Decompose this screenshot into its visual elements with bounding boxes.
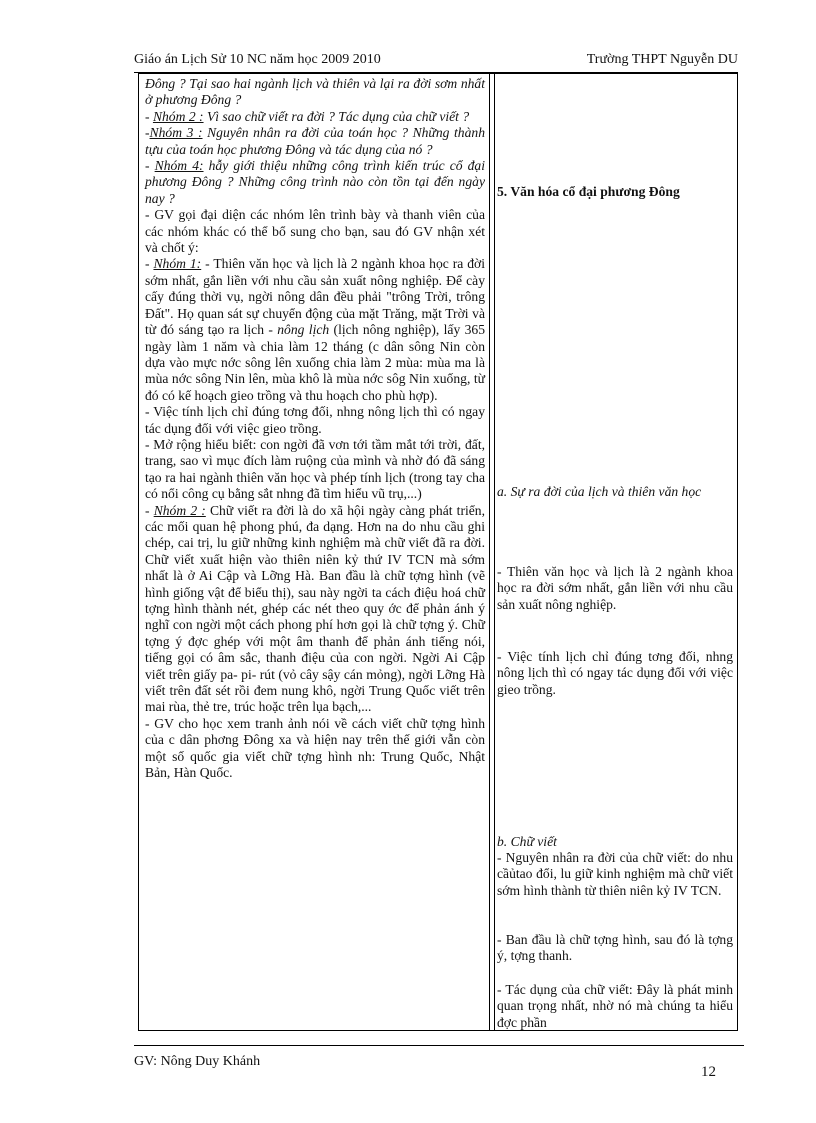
- activities-column: [145, 76, 485, 781]
- header-school-name: Trường THPT Nguyễn DU: [586, 52, 738, 67]
- teacher-instruction: - GV gọi đại diện các nhóm lên trình bày và thanh viên của các nhóm khác có thể bổ sung cho bạn, sau đó GV nhận xét và chốt ý:: [145, 207, 485, 256]
- writing-point-2: - Ban đầu là chữ tợng hình, sau đó là tợng ý, tợng thanh.: [497, 932, 733, 964]
- astronomy-point-1: - Thiên văn học và lịch là 2 ngành khoa học ra đời sớm nhất, gắn liền với nhu cầu sản xuất nông nghiệp.: [497, 564, 733, 612]
- knowledge-expansion: - Mở rộng hiểu biết: con ngời đã vơn tới tầm mắt tới trời, đất, trang, sao vì mục đích làm ruộng của mình và nhờ đó đã sáng tạo ra hai ngành thiên văn học và phép tính lịch (trong tay cha có nổi công cụ bằng sắt nhng đã tìm hiểu vũ trụ,...): [145, 436, 485, 502]
- astronomy-point-2: - Việc tính lịch chỉ đúng tơng đối, nhng nông lịch thì có ngay tác dụng đối với việc gieo trồng.: [497, 649, 733, 697]
- calendar-note: - Việc tính lịch chỉ đúng tơng đối, nhng nông lịch thì có ngay tác dụng đối với việc gieo trồng.: [145, 404, 485, 436]
- question-group-1: Đông ? Tại sao hai ngành lịch và thiên và lại ra đời sơm nhất ở phương Đông ?: [145, 76, 485, 108]
- question-group-2: - Nhóm 2 : Vì sao chữ viết ra đời ? Tác dụng của chữ viết ?: [145, 108, 470, 124]
- page-footer: [134, 1045, 744, 1086]
- question-group-3: -Nhóm 3 : Nguyên nhân ra đời của toán học ? Những thành tựu của toán học phương Đông và tác dụng của nó ?: [145, 125, 485, 157]
- page-header: [134, 52, 738, 73]
- column-divider: [489, 74, 490, 1030]
- subsection-a-title: a. Sự ra đời của lịch và thiên văn học: [497, 484, 702, 499]
- column-divider-inner: [494, 74, 495, 1030]
- writing-point-3: - Tác dụng của chữ viết: Đây là phát minh quan trọng nhất, nhờ nó mà chúng ta hiểu đợc phần: [497, 982, 733, 1030]
- lesson-table: [138, 73, 738, 1031]
- subsection-b-title: b. Chữ viết: [497, 834, 557, 849]
- question-group-4: - Nhóm 4: hẫy giới thiệu những công trình kiến trúc cổ đại phương Đông ? Những công trình nào còn tồn tại đến ngày nay ?: [145, 158, 485, 206]
- page-number: 12: [701, 1064, 716, 1080]
- teacher-name: GV: Nông Duy Khánh: [134, 1054, 261, 1069]
- writing-point-1: - Nguyên nhân ra đời của chữ viết: do nhu cầủtao đổi, lu giữ kinh nghiệm mà chữ viết sớm hình thành từ thiên niên kỷ IV TCN.: [497, 850, 733, 898]
- content-column: [497, 74, 735, 1030]
- pictograph-note: - GV cho học xem tranh ảnh nói về cách viết chữ tợng hình của c dân phơng Đông xa và hiện nay trên thế giới vẫn còn một số quốc gia viết chữ tợng hình nh: Trung Quốc, Nhật Bản, Hàn Quốc.: [145, 715, 485, 781]
- group-2-answer: - Nhóm 2 : Chữ viết ra đời là do xã hội ngày càng phát triển, các mối quan hệ phong phú, đa dạng. Hơn na do nhu cầu ghi chép, cai trị, lu giữ những kinh nghiệm mà chữ viết đã ra đời. Chữ viết xuất hiện vào thiên niên kỷ thứ IV TCN mà sớm nhất là ở Ai Cập và Lỡng Hà. Ban đầu là chữ tợng hình (vẽ hình giống vật để biểu thị), sau này ngời ta cách điệu hoá chữ tợng hình thành nét, ghép các nét theo quy ớc để phản ánh ý nghĩ con ngời một cách phong phí hơn gọi là chữ tợng ý. Chữ tợng ý đợc ghép với một âm thanh để phản ánh tiếng nói, tiếng gọi có âm sắc, thanh điệu của con ngời. Ngời Ai Cập viết trên giấy pa- pi- rút (vỏ cây sậy cán mỏng), ngời Lỡng Hà viết trên đất sét rồi đem nung khô, ngời Trung Quốc viết trên mai rùa, thẻ tre, trúc hoặc trên lụa bạch,...: [145, 502, 485, 715]
- group-1-answer: - Nhóm 1: - Thiên văn học và lịch là 2 ngành khoa học ra đời sớm nhất, gắn liền với nhu cầu sản xuất nông nghiệp. Để cày cấy đúng thời vụ, ngời nông dân đều phải "trông Trời, trông Đất". Họ quan sát sự chuyển động của mặt Trăng, mặt Trời và từ đó sáng tạo ra lịch - nông lịch (lịch nông nghiệp), lấy 365 ngày làm 1 năm và chia làm 12 tháng (c dân sông Nin còn dựa vào mực nớc sông lên xuống chia làm 2 mùa: mùa ma là mùa nớc sông Nin lên, mùa khô là mùa nớc sôg Nin xuống, từ đó có kế hoạch gieo trồng và thu hoạch cho phù hợp).: [145, 256, 485, 403]
- section-title: 5. Văn hóa cổ đại phương Đông: [497, 184, 680, 199]
- header-course-title: Giáo án Lịch Sử 10 NC năm học 2009 2010: [134, 52, 381, 67]
